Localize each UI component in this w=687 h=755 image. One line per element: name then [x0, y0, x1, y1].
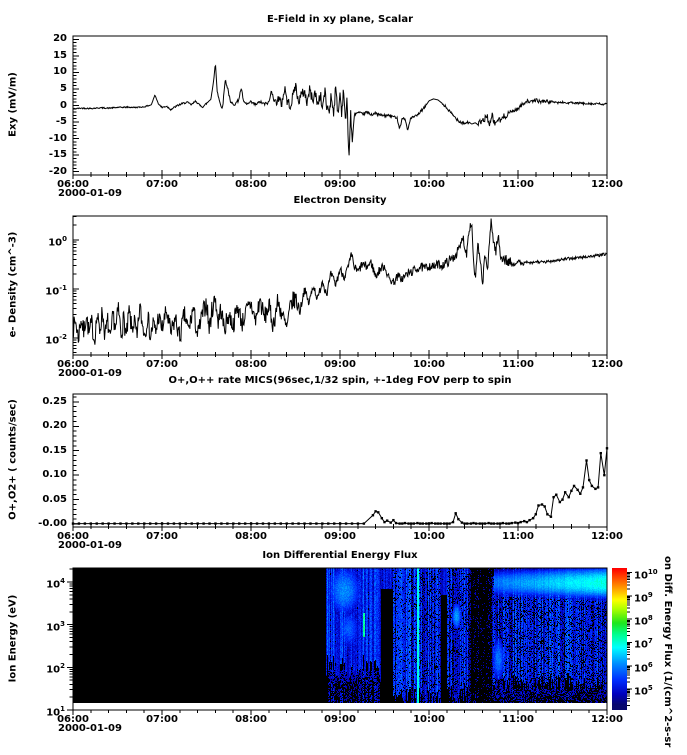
- data-marker: [600, 452, 602, 454]
- x-tick-label: 10:00: [413, 714, 445, 725]
- x-tick-label: 08:00: [235, 179, 267, 190]
- data-marker: [383, 521, 385, 523]
- data-marker: [502, 522, 504, 524]
- y-tick-label: $10^2$: [46, 662, 65, 676]
- x-tick-label: 07:00: [146, 179, 178, 190]
- panel2-date-label: 2000-01-09: [58, 368, 122, 379]
- data-marker: [570, 490, 572, 492]
- data-marker: [226, 522, 228, 524]
- data-marker: [514, 521, 516, 523]
- data-marker: [481, 522, 483, 524]
- data-marker: [345, 522, 347, 524]
- data-marker: [550, 516, 552, 518]
- y-tick-label: 0: [60, 99, 67, 111]
- colorbar-tick-label: $10^7$: [634, 637, 653, 651]
- data-marker: [448, 522, 450, 524]
- data-marker: [493, 522, 495, 524]
- data-marker: [552, 496, 554, 498]
- y-tick-label: $10^{-1}$: [45, 283, 67, 298]
- colorbar-tick-label: $10^{10}$: [634, 567, 658, 581]
- data-marker: [484, 522, 486, 524]
- x-tick-label: 06:00: [57, 714, 89, 725]
- data-marker: [434, 522, 436, 524]
- colorbar-tick-label: $10^5$: [634, 684, 653, 698]
- x-tick-label: 11:00: [502, 179, 534, 190]
- data-marker: [555, 494, 557, 496]
- data-marker: [363, 522, 365, 524]
- data-marker: [238, 522, 240, 524]
- data-marker: [505, 522, 507, 524]
- data-marker: [606, 447, 608, 449]
- x-tick-label: 06:00: [57, 531, 89, 542]
- x-tick-label: 10:00: [413, 531, 445, 542]
- data-marker: [603, 474, 605, 476]
- data-marker: [125, 522, 127, 524]
- data-marker: [208, 522, 210, 524]
- data-marker: [280, 522, 282, 524]
- data-marker: [425, 522, 427, 524]
- panel1-y-axis-label: Exy (mV/m): [7, 72, 19, 137]
- data-marker: [585, 459, 587, 461]
- x-tick-label: 09:00: [324, 179, 356, 190]
- panel3-title: O+,O++ rate MICS(96sec,1/32 spin, +-1deg FOV perp to spin: [168, 375, 512, 386]
- data-marker: [101, 522, 103, 524]
- x-tick-label: 09:00: [324, 714, 356, 725]
- data-marker: [374, 510, 376, 512]
- data-marker: [526, 521, 528, 523]
- data-marker: [202, 522, 204, 524]
- x-tick-label: 08:00: [235, 714, 267, 725]
- data-marker: [561, 498, 563, 500]
- y-tick-label: 0.20: [42, 420, 67, 432]
- data-marker: [461, 521, 463, 523]
- colorbar-tick-label: $10^8$: [634, 614, 653, 628]
- data-marker: [250, 522, 252, 524]
- data-marker: [410, 522, 412, 524]
- y-tick-label: 0.25: [42, 395, 67, 407]
- panel3-y-axis-label: O+,O2+ ( counts/sec): [7, 399, 19, 520]
- data-marker: [78, 522, 80, 524]
- data-marker: [463, 522, 465, 524]
- oplus-plot-frame: [73, 394, 607, 527]
- data-marker: [185, 522, 187, 524]
- data-marker: [568, 496, 570, 498]
- data-marker: [535, 513, 537, 515]
- data-marker: [377, 511, 379, 513]
- y-tick-label: 5: [60, 82, 67, 94]
- y-tick-label: 15: [53, 49, 67, 61]
- data-marker: [72, 522, 74, 524]
- data-marker: [499, 522, 501, 524]
- data-marker: [321, 522, 323, 524]
- panel1-date-label: 2000-01-09: [58, 188, 122, 199]
- x-tick-label: 12:00: [591, 714, 623, 725]
- y-tick-label: -15: [48, 149, 67, 161]
- y-tick-label: $10^1$: [46, 705, 65, 719]
- data-marker: [452, 521, 454, 523]
- data-marker: [291, 522, 293, 524]
- panel3-date-label: 2000-01-09: [58, 540, 122, 551]
- x-tick-label: 12:00: [591, 531, 623, 542]
- data-marker: [137, 522, 139, 524]
- data-marker: [244, 522, 246, 524]
- panel2-title: Electron Density: [293, 195, 387, 206]
- colorbar-tick-label: $10^6$: [634, 660, 653, 675]
- data-marker: [392, 519, 394, 521]
- data-marker: [472, 522, 474, 524]
- y-tick-label: -0.00: [38, 518, 67, 530]
- density-line: [73, 219, 607, 345]
- data-marker: [594, 488, 596, 490]
- data-marker: [155, 522, 157, 524]
- panel4-title: Ion Differential Energy Flux: [262, 550, 418, 561]
- efield-line: [73, 66, 607, 155]
- data-marker: [386, 519, 388, 521]
- data-marker: [475, 522, 477, 524]
- data-marker: [119, 522, 121, 524]
- data-marker: [422, 522, 424, 524]
- x-tick-label: 09:00: [324, 359, 356, 370]
- data-marker: [544, 505, 546, 507]
- data-marker: [179, 522, 181, 524]
- data-marker: [268, 522, 270, 524]
- data-marker: [297, 522, 299, 524]
- panel4-date-label: 2000-01-09: [58, 723, 122, 734]
- data-marker: [191, 522, 193, 524]
- x-tick-label: 06:00: [57, 359, 89, 370]
- data-marker: [446, 522, 448, 524]
- data-marker: [579, 493, 581, 495]
- y-tick-label: 0.10: [42, 469, 67, 481]
- data-marker: [443, 522, 445, 524]
- x-tick-label: 08:00: [235, 531, 267, 542]
- y-tick-label: 0.05: [42, 493, 67, 505]
- y-tick-label: $10^4$: [46, 577, 65, 591]
- data-marker: [381, 517, 383, 519]
- oplus-line: [73, 448, 607, 523]
- data-marker: [537, 504, 539, 506]
- x-tick-label: 12:00: [591, 179, 623, 190]
- x-tick-label: 12:00: [591, 359, 623, 370]
- data-marker: [532, 517, 534, 519]
- x-tick-label: 11:00: [502, 714, 534, 725]
- data-marker: [519, 521, 521, 523]
- data-marker: [131, 522, 133, 524]
- x-tick-label: 07:00: [146, 531, 178, 542]
- data-marker: [564, 491, 566, 493]
- data-marker: [457, 518, 459, 520]
- data-marker: [303, 522, 305, 524]
- data-marker: [407, 522, 409, 524]
- data-marker: [232, 522, 234, 524]
- data-marker: [582, 486, 584, 488]
- x-tick-label: 07:00: [146, 359, 178, 370]
- x-tick-label: 06:00: [57, 179, 89, 190]
- data-marker: [196, 522, 198, 524]
- data-marker: [487, 522, 489, 524]
- data-marker: [541, 503, 543, 505]
- y-tick-label: $10^0$: [48, 234, 67, 249]
- data-marker: [517, 522, 519, 524]
- data-marker: [286, 522, 288, 524]
- data-marker: [597, 486, 599, 488]
- y-tick-label: 10: [53, 66, 67, 78]
- data-marker: [315, 522, 317, 524]
- data-marker: [546, 513, 548, 515]
- data-marker: [439, 522, 441, 524]
- data-marker: [591, 485, 593, 487]
- data-marker: [559, 501, 561, 503]
- x-tick-label: 08:00: [235, 359, 267, 370]
- data-marker: [466, 522, 468, 524]
- density-plot-frame: [73, 216, 607, 355]
- data-marker: [161, 522, 163, 524]
- data-marker: [327, 522, 329, 524]
- data-marker: [173, 522, 175, 524]
- y-tick-label: $10^{-2}$: [45, 332, 67, 347]
- data-marker: [107, 522, 109, 524]
- x-tick-label: 11:00: [502, 359, 534, 370]
- data-marker: [528, 519, 530, 521]
- x-tick-label: 11:00: [502, 531, 534, 542]
- x-tick-label: 10:00: [413, 359, 445, 370]
- y-tick-label: -10: [48, 132, 67, 144]
- data-marker: [90, 522, 92, 524]
- colorbar: [612, 568, 627, 710]
- data-marker: [490, 522, 492, 524]
- x-tick-label: 07:00: [146, 714, 178, 725]
- x-tick-label: 10:00: [413, 179, 445, 190]
- data-marker: [479, 522, 481, 524]
- data-marker: [372, 514, 374, 516]
- data-marker: [339, 522, 341, 524]
- data-marker: [96, 522, 98, 524]
- y-tick-label: -20: [48, 165, 67, 177]
- data-marker: [419, 522, 421, 524]
- y-tick-label: 0.15: [42, 444, 67, 456]
- data-marker: [455, 512, 457, 514]
- data-marker: [351, 522, 353, 524]
- panel4-y-axis-label: Ion Energy (eV): [7, 594, 19, 683]
- data-marker: [413, 522, 415, 524]
- y-tick-label: 20: [53, 33, 67, 45]
- data-marker: [428, 522, 430, 524]
- data-marker: [220, 522, 222, 524]
- x-tick-label: 09:00: [324, 531, 356, 542]
- ion-flux-spectrogram: [73, 568, 607, 703]
- efield-plot-frame: [73, 36, 607, 175]
- data-marker: [437, 522, 439, 524]
- data-marker: [470, 522, 472, 524]
- data-marker: [167, 522, 169, 524]
- data-marker: [84, 522, 86, 524]
- data-marker: [357, 522, 359, 524]
- data-marker: [416, 522, 418, 524]
- data-marker: [523, 520, 525, 522]
- data-marker: [333, 522, 335, 524]
- panel2-y-axis-label: e- Density (cm^-3): [7, 231, 19, 338]
- data-marker: [143, 522, 145, 524]
- y-tick-label: -5: [55, 116, 67, 128]
- data-marker: [149, 522, 151, 524]
- data-marker: [309, 522, 311, 524]
- data-marker: [508, 522, 510, 524]
- data-marker: [573, 485, 575, 487]
- panel1-title: E-Field in xy plane, Scalar: [266, 14, 414, 25]
- data-marker: [576, 489, 578, 491]
- data-marker: [430, 522, 432, 524]
- data-marker: [404, 522, 406, 524]
- data-marker: [390, 521, 392, 523]
- data-marker: [496, 522, 498, 524]
- colorbar-unit-label: on Diff. Energy Flux (1/(cm^2-s-sr: [662, 556, 673, 748]
- data-marker: [256, 522, 258, 524]
- data-marker: [274, 522, 276, 524]
- data-marker: [588, 479, 590, 481]
- data-marker: [511, 522, 513, 524]
- colorbar-tick-label: $10^9$: [634, 590, 653, 605]
- data-marker: [113, 522, 115, 524]
- data-marker: [214, 522, 216, 524]
- data-marker: [401, 522, 403, 524]
- data-marker: [395, 522, 397, 524]
- data-marker: [262, 522, 264, 524]
- y-tick-label: $10^3$: [46, 619, 65, 634]
- data-marker: [398, 522, 400, 524]
